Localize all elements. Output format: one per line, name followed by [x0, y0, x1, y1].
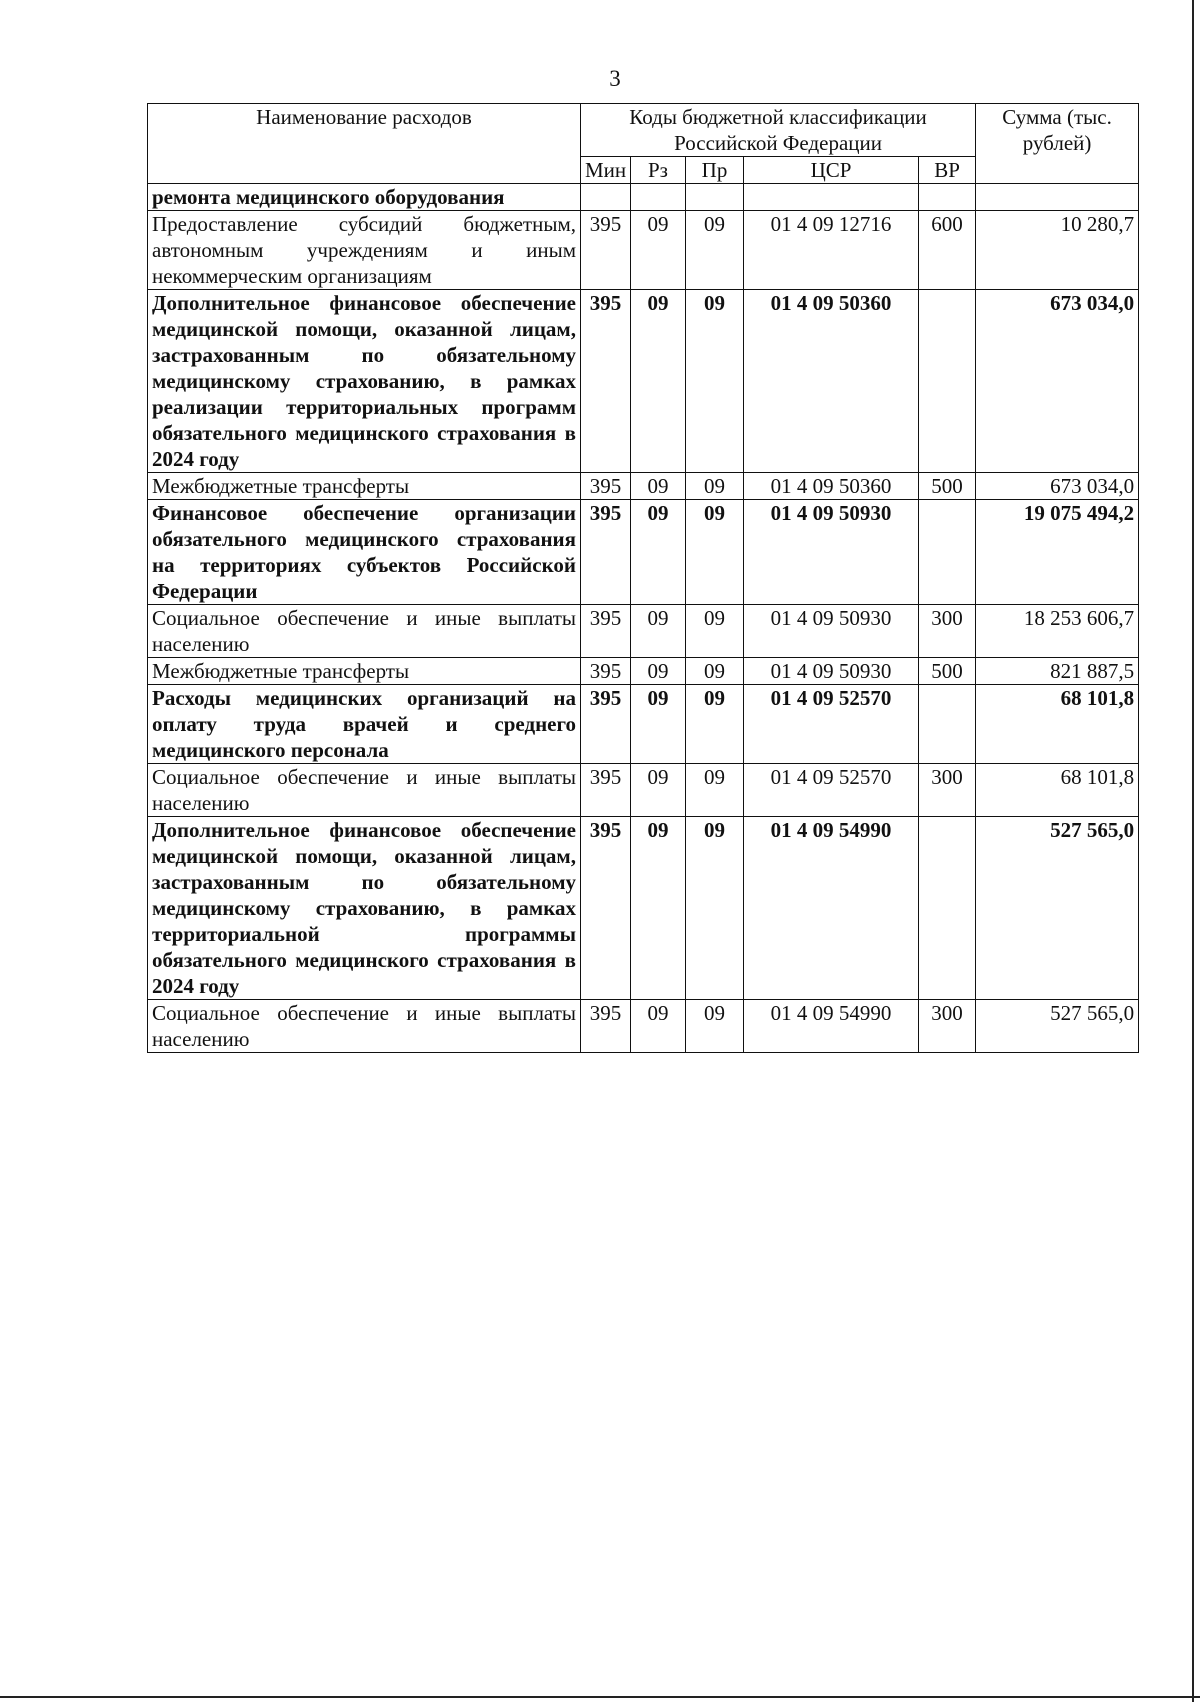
- cell-csr: 01 4 09 50930: [744, 658, 919, 685]
- table-row: [148, 685, 1139, 764]
- header-sum: Сумма (тыс. рублей): [976, 104, 1139, 184]
- cell-pr: 09: [686, 500, 744, 605]
- scan-edge-bottom: [0, 1696, 1200, 1698]
- budget-table: [147, 103, 1139, 1053]
- cell-sum: 68 101,8: [976, 764, 1139, 817]
- cell-rz: 09: [631, 764, 686, 817]
- cell-min: 395: [581, 500, 631, 605]
- cell-rz: 09: [631, 500, 686, 605]
- cell-rz: 09: [631, 1000, 686, 1053]
- cell-min: 395: [581, 817, 631, 1000]
- header-min: Мин: [581, 157, 631, 184]
- cell-vr: 500: [919, 473, 976, 500]
- cell-csr: 01 4 09 50930: [744, 500, 919, 605]
- cell-rz: 09: [631, 605, 686, 658]
- cell-csr: 01 4 09 50930: [744, 605, 919, 658]
- cell-min: 395: [581, 764, 631, 817]
- cell-min: 395: [581, 290, 631, 473]
- cell-name: Межбюджетные трансферты: [148, 473, 581, 500]
- cell-vr: 600: [919, 211, 976, 290]
- cell-pr: 09: [686, 473, 744, 500]
- cell-rz: 09: [631, 817, 686, 1000]
- cell-vr: [919, 685, 976, 764]
- cell-name: Финансовое обеспечение организации обязательного медицинского страхования на территориях субъектов Российской Федерации: [148, 500, 581, 605]
- table-row: [148, 184, 1139, 211]
- cell-pr: [686, 184, 744, 211]
- page-number: 3: [609, 66, 621, 91]
- cell-sum: 19 075 494,2: [976, 500, 1139, 605]
- scan-edge-right: [1192, 0, 1194, 1702]
- cell-pr: 09: [686, 290, 744, 473]
- cell-name: Дополнительное финансовое обеспечение медицинской помощи, оказанной лицам, застрахованным по обязательному медицинскому страхованию, в рамках территориальной программы обязательного медицинского страхования в 2024 году: [148, 817, 581, 1000]
- table-row: [148, 290, 1139, 473]
- cell-csr: 01 4 09 50360: [744, 473, 919, 500]
- cell-min: 395: [581, 658, 631, 685]
- cell-sum: 673 034,0: [976, 473, 1139, 500]
- cell-csr: 01 4 09 54990: [744, 817, 919, 1000]
- cell-pr: 09: [686, 605, 744, 658]
- cell-pr: 09: [686, 685, 744, 764]
- cell-name: Социальное обеспечение и иные выплаты населению: [148, 1000, 581, 1053]
- cell-min: 395: [581, 1000, 631, 1053]
- cell-csr: [744, 184, 919, 211]
- cell-sum: [976, 184, 1139, 211]
- cell-pr: 09: [686, 1000, 744, 1053]
- table-row: [148, 473, 1139, 500]
- cell-sum: 527 565,0: [976, 817, 1139, 1000]
- table-row: [148, 605, 1139, 658]
- table-row: [148, 211, 1139, 290]
- table-row: [148, 1000, 1139, 1053]
- cell-rz: 09: [631, 290, 686, 473]
- table-row: [148, 658, 1139, 685]
- cell-rz: 09: [631, 473, 686, 500]
- cell-name: Межбюджетные трансферты: [148, 658, 581, 685]
- cell-csr: 01 4 09 52570: [744, 764, 919, 817]
- header-name: Наименование расходов: [148, 104, 581, 184]
- cell-pr: 09: [686, 817, 744, 1000]
- cell-name: Социальное обеспечение и иные выплаты населению: [148, 605, 581, 658]
- cell-rz: 09: [631, 211, 686, 290]
- cell-sum: 821 887,5: [976, 658, 1139, 685]
- cell-min: 395: [581, 685, 631, 764]
- table-header: [148, 104, 1139, 184]
- cell-min: 395: [581, 211, 631, 290]
- cell-rz: 09: [631, 685, 686, 764]
- cell-vr: 500: [919, 658, 976, 685]
- cell-sum: 673 034,0: [976, 290, 1139, 473]
- table-row: [148, 500, 1139, 605]
- cell-pr: 09: [686, 658, 744, 685]
- cell-min: 395: [581, 473, 631, 500]
- cell-name: Социальное обеспечение и иные выплаты населению: [148, 764, 581, 817]
- cell-name: Расходы медицинских организаций на оплату труда врачей и среднего медицинского персонала: [148, 685, 581, 764]
- cell-vr: [919, 500, 976, 605]
- cell-name: Дополнительное финансовое обеспечение медицинской помощи, оказанной лицам, застрахованным по обязательному медицинскому страхованию, в рамках реализации территориальных программ обязательного медицинского страхования в 2024 году: [148, 290, 581, 473]
- cell-csr: 01 4 09 54990: [744, 1000, 919, 1053]
- cell-vr: 300: [919, 764, 976, 817]
- cell-name: ремонта медицинского оборудования: [148, 184, 581, 211]
- cell-pr: 09: [686, 211, 744, 290]
- cell-csr: 01 4 09 52570: [744, 685, 919, 764]
- header-codes: Коды бюджетной классификации Российской Федерации: [581, 104, 976, 157]
- cell-sum: 10 280,7: [976, 211, 1139, 290]
- cell-rz: 09: [631, 658, 686, 685]
- header-vr: ВР: [919, 157, 976, 184]
- cell-rz: [631, 184, 686, 211]
- header-csr: ЦСР: [744, 157, 919, 184]
- table-row: [148, 817, 1139, 1000]
- cell-vr: 300: [919, 605, 976, 658]
- cell-sum: 527 565,0: [976, 1000, 1139, 1053]
- table-row: [148, 764, 1139, 817]
- cell-min: [581, 184, 631, 211]
- cell-min: 395: [581, 605, 631, 658]
- cell-pr: 09: [686, 764, 744, 817]
- cell-vr: [919, 817, 976, 1000]
- cell-sum: 68 101,8: [976, 685, 1139, 764]
- cell-csr: 01 4 09 12716: [744, 211, 919, 290]
- table-body: [148, 184, 1139, 1053]
- header-pr: Пр: [686, 157, 744, 184]
- cell-name: Предоставление субсидий бюджетным, автономным учреждениям и иным некоммерческим организациям: [148, 211, 581, 290]
- header-rz: Рз: [631, 157, 686, 184]
- cell-sum: 18 253 606,7: [976, 605, 1139, 658]
- cell-vr: [919, 184, 976, 211]
- cell-csr: 01 4 09 50360: [744, 290, 919, 473]
- cell-vr: [919, 290, 976, 473]
- cell-vr: 300: [919, 1000, 976, 1053]
